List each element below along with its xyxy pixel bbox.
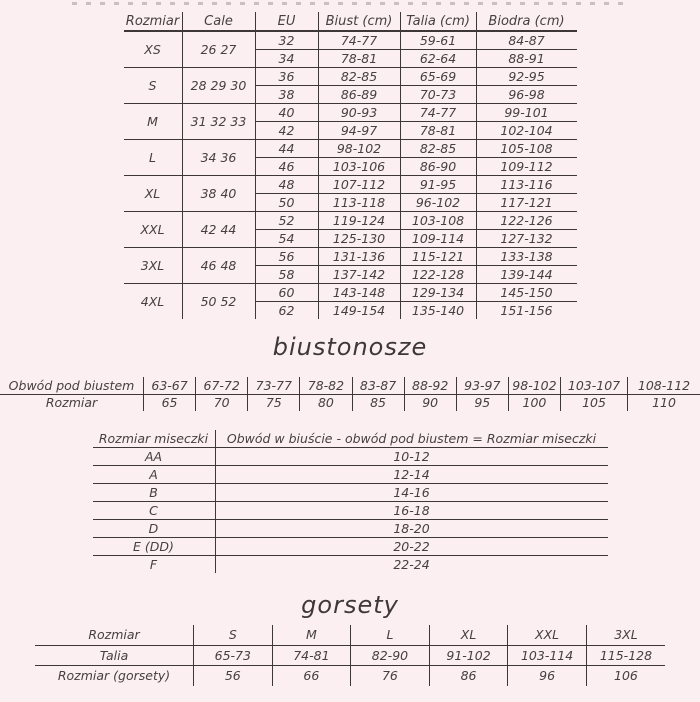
bra-band-table — [0, 377, 700, 411]
size-table-row — [124, 140, 577, 158]
band-underbust-row — [0, 377, 700, 394]
eu-cell: 48 — [255, 176, 318, 194]
band-value-cell: 70 — [196, 394, 248, 411]
eu-cell: 62 — [255, 302, 318, 320]
biodra-cell: 99-101 — [476, 104, 577, 122]
band-value-cell: 90 — [404, 394, 456, 411]
biodra-cell: 88-91 — [476, 50, 577, 68]
size-label-cell: L — [124, 140, 183, 176]
band-value-cell: 80 — [300, 394, 352, 411]
talia-cell: 129-134 — [400, 284, 476, 302]
biust-cell: 119-124 — [318, 212, 400, 230]
eu-cell: 44 — [255, 140, 318, 158]
cup-table-row — [93, 520, 608, 538]
talia-cell: 74-77 — [400, 104, 476, 122]
size-label-cell: XS — [124, 31, 183, 68]
biodra-cell: 113-116 — [476, 176, 577, 194]
band-value-cell: 100 — [508, 394, 560, 411]
biodra-cell: 122-126 — [476, 212, 577, 230]
size-label-cell: 3XL — [124, 248, 183, 284]
corset-value-cell: 106 — [586, 666, 665, 686]
inches-cell: 50 52 — [182, 284, 255, 320]
band-value-cell: 95 — [456, 394, 508, 411]
cup-letter-cell: D — [93, 520, 216, 538]
size-table-row — [124, 176, 577, 194]
biust-cell: 103-106 — [318, 158, 400, 176]
size-table-row — [124, 104, 577, 122]
corset-value-cell: 56 — [194, 666, 273, 686]
talia-cell: 65-69 — [400, 68, 476, 86]
size-table-row — [124, 212, 577, 230]
inches-cell: 31 32 33 — [182, 104, 255, 140]
biodra-cell: 151-156 — [476, 302, 577, 320]
biust-cell: 82-85 — [318, 68, 400, 86]
size-table-col-header: Rozmiar — [124, 12, 183, 31]
eu-cell: 42 — [255, 122, 318, 140]
cup-table-row — [93, 484, 608, 502]
eu-cell: 54 — [255, 230, 318, 248]
biust-cell: 113-118 — [318, 194, 400, 212]
corset-value-cell: 96 — [508, 666, 587, 686]
corset-value-cell: 115-128 — [586, 645, 665, 666]
biodra-cell: 133-138 — [476, 248, 577, 266]
cup-range-cell: 14-16 — [215, 484, 608, 502]
corset-value-cell: M — [272, 625, 351, 645]
eu-cell: 60 — [255, 284, 318, 302]
biodra-cell: 96-98 — [476, 86, 577, 104]
band-row-label: Obwód pod biustem — [0, 377, 144, 394]
cup-range-cell: 12-14 — [215, 466, 608, 484]
biodra-cell: 117-121 — [476, 194, 577, 212]
biust-cell: 86-89 — [318, 86, 400, 104]
eu-cell: 52 — [255, 212, 318, 230]
eu-cell: 58 — [255, 266, 318, 284]
corset-value-cell: L — [351, 625, 430, 645]
cup-table-header-row — [93, 430, 608, 448]
inches-cell: 28 29 30 — [182, 68, 255, 104]
corset-table-row — [35, 645, 665, 666]
corset-value-cell: 82-90 — [351, 645, 430, 666]
size-table-row — [124, 31, 577, 50]
corset-value-cell: 91-102 — [429, 645, 508, 666]
eu-cell: 40 — [255, 104, 318, 122]
inches-cell: 46 48 — [182, 248, 255, 284]
cup-size-table — [93, 430, 608, 573]
eu-cell: 34 — [255, 50, 318, 68]
band-value-cell: 105 — [561, 394, 628, 411]
biodra-cell: 84-87 — [476, 31, 577, 50]
corset-table — [35, 625, 665, 686]
talia-cell: 135-140 — [400, 302, 476, 320]
biust-cell: 125-130 — [318, 230, 400, 248]
talia-cell: 78-81 — [400, 122, 476, 140]
corset-row-label: Rozmiar (gorsety) — [35, 666, 194, 686]
biust-cell: 94-97 — [318, 122, 400, 140]
size-table-header-row — [124, 12, 577, 31]
cup-table-row — [93, 538, 608, 556]
band-value-cell: 65 — [144, 394, 196, 411]
bra-band-table-body — [0, 377, 700, 411]
size-label-cell: 4XL — [124, 284, 183, 320]
talia-cell: 91-95 — [400, 176, 476, 194]
size-table-row — [124, 68, 577, 86]
cropped-text-top — [72, 2, 628, 5]
corset-value-cell: XL — [429, 625, 508, 645]
cup-table-row — [93, 466, 608, 484]
cup-table-row — [93, 448, 608, 466]
size-chart-page — [0, 2, 700, 702]
cup-size-table-body — [93, 430, 608, 573]
biust-cell: 137-142 — [318, 266, 400, 284]
cup-letter-cell: C — [93, 502, 216, 520]
biust-cell: 98-102 — [318, 140, 400, 158]
size-label-cell: XXL — [124, 212, 183, 248]
band-value-cell: 108-112 — [628, 377, 700, 394]
talia-cell: 115-121 — [400, 248, 476, 266]
inches-cell: 26 27 — [182, 31, 255, 68]
talia-cell: 96-102 — [400, 194, 476, 212]
corset-value-cell: 65-73 — [194, 645, 273, 666]
band-value-cell: 63-67 — [144, 377, 196, 394]
corset-value-cell: 103-114 — [508, 645, 587, 666]
biodra-cell: 102-104 — [476, 122, 577, 140]
band-value-cell: 75 — [248, 394, 300, 411]
size-table-row — [124, 284, 577, 302]
size-table-body — [124, 31, 577, 319]
cup-letter-cell: B — [93, 484, 216, 502]
biodra-cell: 139-144 — [476, 266, 577, 284]
cup-letter-cell: E (DD) — [93, 538, 216, 556]
biodra-cell: 105-108 — [476, 140, 577, 158]
cup-range-cell: 20-22 — [215, 538, 608, 556]
biust-cell: 149-154 — [318, 302, 400, 320]
eu-cell: 32 — [255, 31, 318, 50]
band-size-row — [0, 394, 700, 411]
band-value-cell: 88-92 — [404, 377, 456, 394]
biust-cell: 90-93 — [318, 104, 400, 122]
band-value-cell: 83-87 — [352, 377, 404, 394]
size-table-col-header: Biust (cm) — [318, 12, 400, 31]
size-table-row — [124, 248, 577, 266]
size-table — [124, 12, 577, 319]
talia-cell: 86-90 — [400, 158, 476, 176]
talia-cell: 62-64 — [400, 50, 476, 68]
corset-table-row — [35, 625, 665, 645]
eu-cell: 50 — [255, 194, 318, 212]
cup-letter-cell: AA — [93, 448, 216, 466]
band-value-cell: 110 — [628, 394, 700, 411]
corset-value-cell: 3XL — [586, 625, 665, 645]
talia-cell: 109-114 — [400, 230, 476, 248]
size-label-cell: M — [124, 104, 183, 140]
size-table-col-header: Biodra (cm) — [476, 12, 577, 31]
biustonosze-heading: biustonosze — [0, 333, 700, 361]
eu-cell: 46 — [255, 158, 318, 176]
talia-cell: 103-108 — [400, 212, 476, 230]
eu-cell: 56 — [255, 248, 318, 266]
band-value-cell: 93-97 — [456, 377, 508, 394]
band-value-cell: 78-82 — [300, 377, 352, 394]
inches-cell: 38 40 — [182, 176, 255, 212]
corset-row-label: Rozmiar — [35, 625, 194, 645]
band-value-cell: 85 — [352, 394, 404, 411]
biust-cell: 143-148 — [318, 284, 400, 302]
cup-formula-header: Obwód w biuście - obwód pod biustem = Rozmiar miseczki — [215, 430, 608, 448]
size-label-cell: S — [124, 68, 183, 104]
corset-table-body — [35, 625, 665, 686]
size-label-cell: XL — [124, 176, 183, 212]
corset-value-cell: 86 — [429, 666, 508, 686]
eu-cell: 36 — [255, 68, 318, 86]
size-table-col-header: Talia (cm) — [400, 12, 476, 31]
inches-cell: 34 36 — [182, 140, 255, 176]
biust-cell: 131-136 — [318, 248, 400, 266]
size-table-col-header: Cale — [182, 12, 255, 31]
talia-cell: 59-61 — [400, 31, 476, 50]
biust-cell: 74-77 — [318, 31, 400, 50]
cup-range-cell: 10-12 — [215, 448, 608, 466]
corset-value-cell: 76 — [351, 666, 430, 686]
size-table-col-header: EU — [255, 12, 318, 31]
eu-cell: 38 — [255, 86, 318, 104]
corset-value-cell: S — [194, 625, 273, 645]
cup-letter-cell: F — [93, 556, 216, 574]
biust-cell: 107-112 — [318, 176, 400, 194]
cup-range-cell: 22-24 — [215, 556, 608, 574]
biodra-cell: 127-132 — [476, 230, 577, 248]
cup-range-cell: 16-18 — [215, 502, 608, 520]
band-row-label: Rozmiar — [0, 394, 144, 411]
cup-letter-cell: A — [93, 466, 216, 484]
cup-table-row — [93, 556, 608, 574]
cup-table-row — [93, 502, 608, 520]
talia-cell: 122-128 — [400, 266, 476, 284]
band-value-cell: 67-72 — [196, 377, 248, 394]
talia-cell: 82-85 — [400, 140, 476, 158]
biodra-cell: 109-112 — [476, 158, 577, 176]
corset-value-cell: XXL — [508, 625, 587, 645]
talia-cell: 70-73 — [400, 86, 476, 104]
band-value-cell: 103-107 — [561, 377, 628, 394]
band-value-cell: 73-77 — [248, 377, 300, 394]
biodra-cell: 145-150 — [476, 284, 577, 302]
cup-col-header: Rozmiar miseczki — [93, 430, 216, 448]
biust-cell: 78-81 — [318, 50, 400, 68]
corset-value-cell: 74-81 — [272, 645, 351, 666]
inches-cell: 42 44 — [182, 212, 255, 248]
band-value-cell: 98-102 — [508, 377, 560, 394]
corset-row-label: Talia — [35, 645, 194, 666]
size-table-header — [124, 12, 577, 31]
biodra-cell: 92-95 — [476, 68, 577, 86]
corset-table-row — [35, 666, 665, 686]
cup-range-cell: 18-20 — [215, 520, 608, 538]
corset-value-cell: 66 — [272, 666, 351, 686]
gorsety-heading: gorsety — [0, 591, 700, 619]
